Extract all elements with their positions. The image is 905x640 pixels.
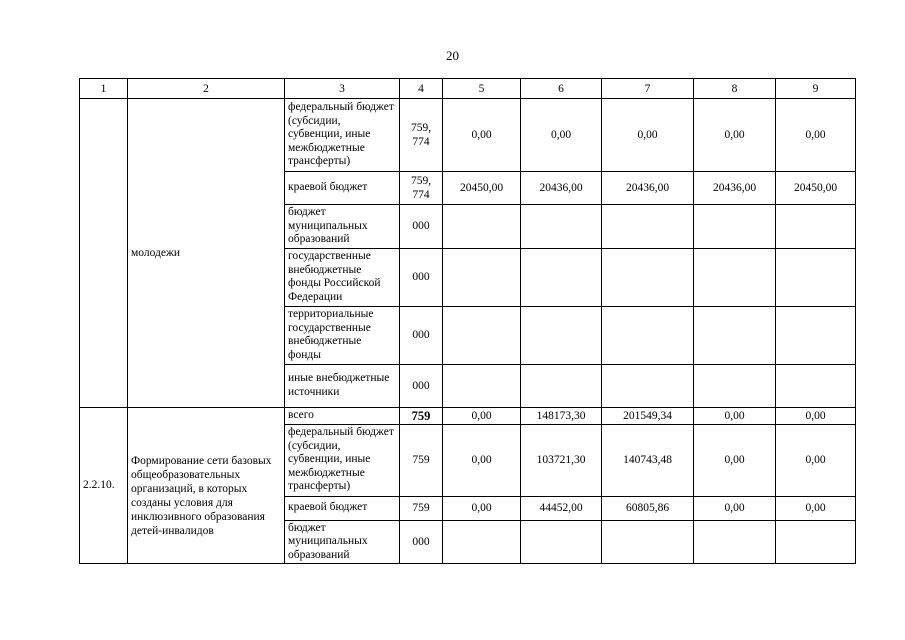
value-cell: 0,00	[776, 407, 856, 424]
value-cell	[521, 205, 602, 249]
code-cell: 000	[400, 306, 443, 364]
value-cell: 20450,00	[776, 172, 856, 205]
source-cell: федеральный бюджет (субсидии, субвенции, иные межбюджетные трансферты)	[285, 99, 400, 172]
value-cell: 103721,30	[521, 424, 602, 496]
value-cell	[776, 364, 856, 407]
value-cell	[602, 364, 694, 407]
table-row	[80, 407, 856, 424]
value-cell	[443, 248, 521, 306]
table-row	[80, 99, 856, 172]
value-cell	[521, 248, 602, 306]
value-cell	[602, 306, 694, 364]
value-cell	[776, 205, 856, 249]
value-cell	[521, 364, 602, 407]
code-cell: 759, 774	[400, 99, 443, 172]
value-cell	[694, 364, 776, 407]
row-index-cell: 2.2.10.	[80, 407, 128, 564]
col-header-1: 1	[80, 79, 128, 99]
source-cell: бюджет муниципальных образований	[285, 520, 400, 564]
value-cell: 20436,00	[521, 172, 602, 205]
col-header-6: 6	[521, 79, 602, 99]
page-number: 20	[446, 48, 459, 63]
code-cell: 000	[400, 520, 443, 564]
header-row	[80, 79, 856, 99]
row-name-cell: молодежи	[128, 99, 285, 408]
value-cell: 0,00	[443, 496, 521, 520]
value-cell: 0,00	[776, 496, 856, 520]
value-cell: 0,00	[694, 496, 776, 520]
value-cell: 0,00	[694, 407, 776, 424]
value-cell	[694, 306, 776, 364]
value-cell	[602, 248, 694, 306]
value-cell: 20436,00	[694, 172, 776, 205]
source-cell: федеральный бюджет (субсидии, субвенции, иные межбюджетные трансферты)	[285, 424, 400, 496]
value-cell: 20450,00	[443, 172, 521, 205]
value-cell: 44452,00	[521, 496, 602, 520]
source-cell: краевой бюджет	[285, 496, 400, 520]
code-cell: 759, 774	[400, 172, 443, 205]
value-cell: 0,00	[443, 99, 521, 172]
value-cell	[521, 520, 602, 564]
value-cell: 0,00	[694, 99, 776, 172]
value-cell	[602, 520, 694, 564]
row-name-text: Формирование сети базовых общеобразовательных организаций, в которых созданы условия для инклюзивного образования детей-инвалидов	[131, 455, 272, 538]
value-cell: 0,00	[443, 407, 521, 424]
value-cell: 0,00	[776, 424, 856, 496]
source-cell: краевой бюджет	[285, 172, 400, 205]
source-cell: государственные внебюджетные фонды Российской Федерации	[285, 248, 400, 306]
value-cell: 0,00	[602, 99, 694, 172]
value-cell: 20436,00	[602, 172, 694, 205]
row-name-cell	[128, 407, 285, 564]
value-cell: 60805,86	[602, 496, 694, 520]
col-header-3: 3	[285, 79, 400, 99]
value-cell	[694, 205, 776, 249]
value-cell: 0,00	[694, 424, 776, 496]
value-cell	[521, 306, 602, 364]
code-cell: 000	[400, 364, 443, 407]
value-cell: 0,00	[443, 424, 521, 496]
value-cell	[776, 306, 856, 364]
col-header-7: 7	[602, 79, 694, 99]
code-cell: 759	[400, 496, 443, 520]
value-cell: 201549,34	[602, 407, 694, 424]
value-cell: 0,00	[776, 99, 856, 172]
value-cell	[694, 520, 776, 564]
col-header-9: 9	[776, 79, 856, 99]
col-header-5: 5	[443, 79, 521, 99]
row-index-cell	[80, 99, 128, 408]
value-cell	[776, 520, 856, 564]
source-cell: иные внебюджетные источники	[285, 364, 400, 407]
value-cell	[443, 306, 521, 364]
source-cell: бюджет муниципальных образований	[285, 205, 400, 249]
budget-table	[79, 78, 856, 564]
source-cell: всего	[285, 407, 400, 424]
value-cell: 0,00	[521, 99, 602, 172]
code-cell: 759	[400, 407, 443, 424]
code-cell: 759	[400, 424, 443, 496]
value-cell: 148173,30	[521, 407, 602, 424]
value-cell	[776, 248, 856, 306]
value-cell	[602, 205, 694, 249]
value-cell	[443, 520, 521, 564]
code-cell: 000	[400, 205, 443, 249]
source-cell: территориальные государственные внебюджетные фонды	[285, 306, 400, 364]
col-header-8: 8	[694, 79, 776, 99]
value-cell	[694, 248, 776, 306]
col-header-4: 4	[400, 79, 443, 99]
value-cell	[443, 364, 521, 407]
col-header-2: 2	[128, 79, 285, 99]
value-cell: 140743,48	[602, 424, 694, 496]
code-cell: 000	[400, 248, 443, 306]
value-cell	[443, 205, 521, 249]
